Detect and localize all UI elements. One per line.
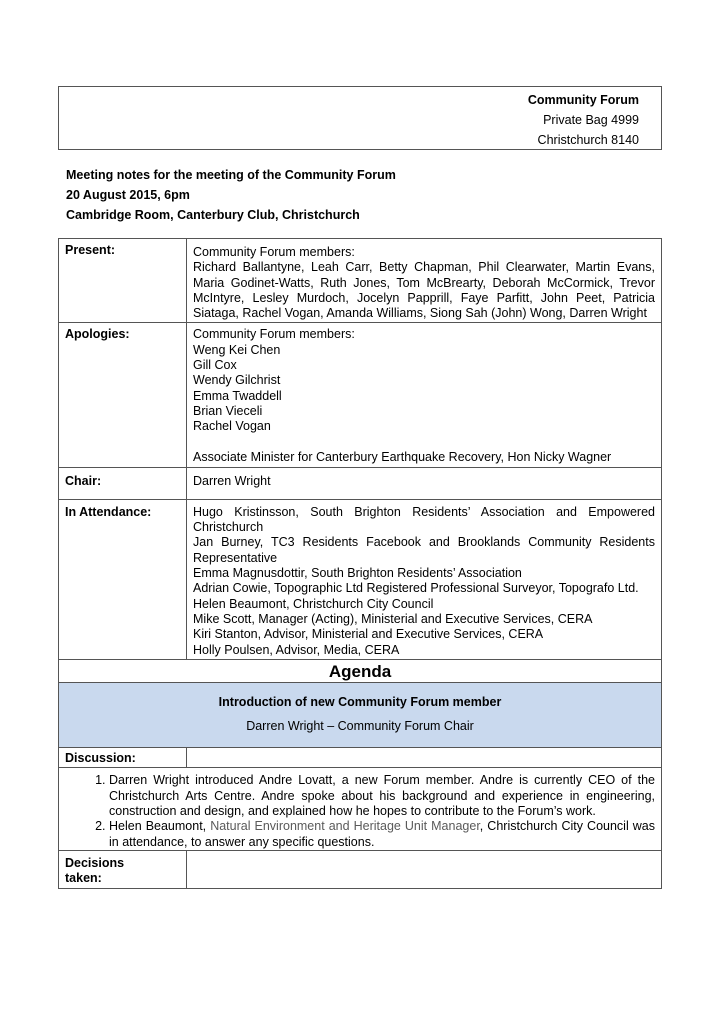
address-line-2: Christchurch 8140 [537,133,639,147]
apologies-other: Associate Minister for Canterbury Earthquake Recovery, Hon Nicky Wagner [193,449,612,464]
agenda-title-row [59,659,662,682]
attendance-row [59,499,662,659]
attendee: Jan Burney, TC3 Residents Facebook and Brooklands Community Residents Representative [193,535,655,565]
meeting-location: Cambridge Room, Canterbury Club, Christchurch [66,208,360,222]
present-row [59,239,662,323]
discussion-role: Natural Environment and Heritage Unit Manager [210,819,480,834]
address-line-1: Private Bag 4999 [543,113,639,127]
chair-label: Chair: [59,467,187,499]
meeting-title: Meeting notes for the meeting of the Community Forum [66,168,396,182]
discussion-row [59,768,662,850]
apology-name: Brian Vieceli [193,403,263,418]
apology-name: Gill Cox [193,358,237,373]
apologies-row [59,323,662,467]
chair-row [59,467,662,499]
discussion-person: Helen Beaumont, [109,819,207,834]
attendee: Helen Beaumont, Christchurch City Council [193,596,434,611]
attendee: Adrian Cowie, Topographic Ltd Registered Professional Surveyor, Topografo Ltd. [193,581,639,596]
discussion-label-row [59,748,662,768]
discussion-item [109,819,655,850]
discussion-rest: , Christchurch City Council was in attendance, to answer any specific questions. [109,819,655,849]
discussion-label: Discussion: [59,748,187,768]
agenda-title: Agenda [59,659,662,682]
meeting-date: 20 August 2015, 6pm [66,188,190,202]
attendance-label: In Attendance: [59,499,187,659]
agenda-item-row [59,683,662,748]
minutes-table [58,238,662,889]
present-names: Richard Ballantyne, Leah Carr, Betty Chapman, Phil Clearwater, Martin Evans, Maria Godinet-Watts, Ruth Jones, Tom McBrearty, Deborah McCormick, Trevor McIntyre, Lesley Murdoch, Jocelyn Papprill, Faye Parfitt, John Peet, Patricia Siataga, Rachel Vogan, Amanda Williams, Siong Sah (John) Wong, Darren Wright [193,260,655,321]
decisions-label: Decisions [65,855,125,870]
discussion-list [65,773,655,849]
apology-name: Emma Twaddell [193,388,282,403]
agenda-item-title: Introduction of new Community Forum member [218,695,502,710]
apology-name: Rachel Vogan [193,419,271,434]
letterhead-box [58,86,662,150]
decisions-label-2: taken: [65,871,102,886]
org-name: Community Forum [527,93,639,107]
attendee: Mike Scott, Manager (Acting), Ministerial and Executive Services, CERA [193,611,593,626]
attendee: Emma Magnusdottir, South Brighton Residents’ Association [193,566,522,581]
apology-name: Wendy Gilchrist [193,373,281,388]
decisions-row [59,850,662,888]
apologies-label: Apologies: [59,323,187,467]
agenda-item-presenter: Darren Wright – Community Forum Chair [246,719,474,734]
apologies-intro: Community Forum members: [193,327,355,342]
present-intro: Community Forum members: [193,245,355,259]
present-label: Present: [59,239,187,323]
attendee: Holly Poulsen, Advisor, Media, CERA [193,642,400,657]
attendee: Hugo Kristinsson, South Brighton Residents’ Association and Empowered Christchurch [193,504,655,535]
chair-name: Darren Wright [187,467,662,499]
discussion-item: 1. Darren Wright introduced Andre Lovatt, a new Forum member. Andre is currently CEO of the Christchurch Arts Centre. Andre spoke about his background and experience in engineering, construction and design, and explained how he hopes to contribute to the Forum’s work. [109,773,655,819]
apology-name: Weng Kei Chen [193,342,281,357]
attendee: Kiri Stanton, Advisor, Ministerial and Executive Services, CERA [193,627,544,642]
